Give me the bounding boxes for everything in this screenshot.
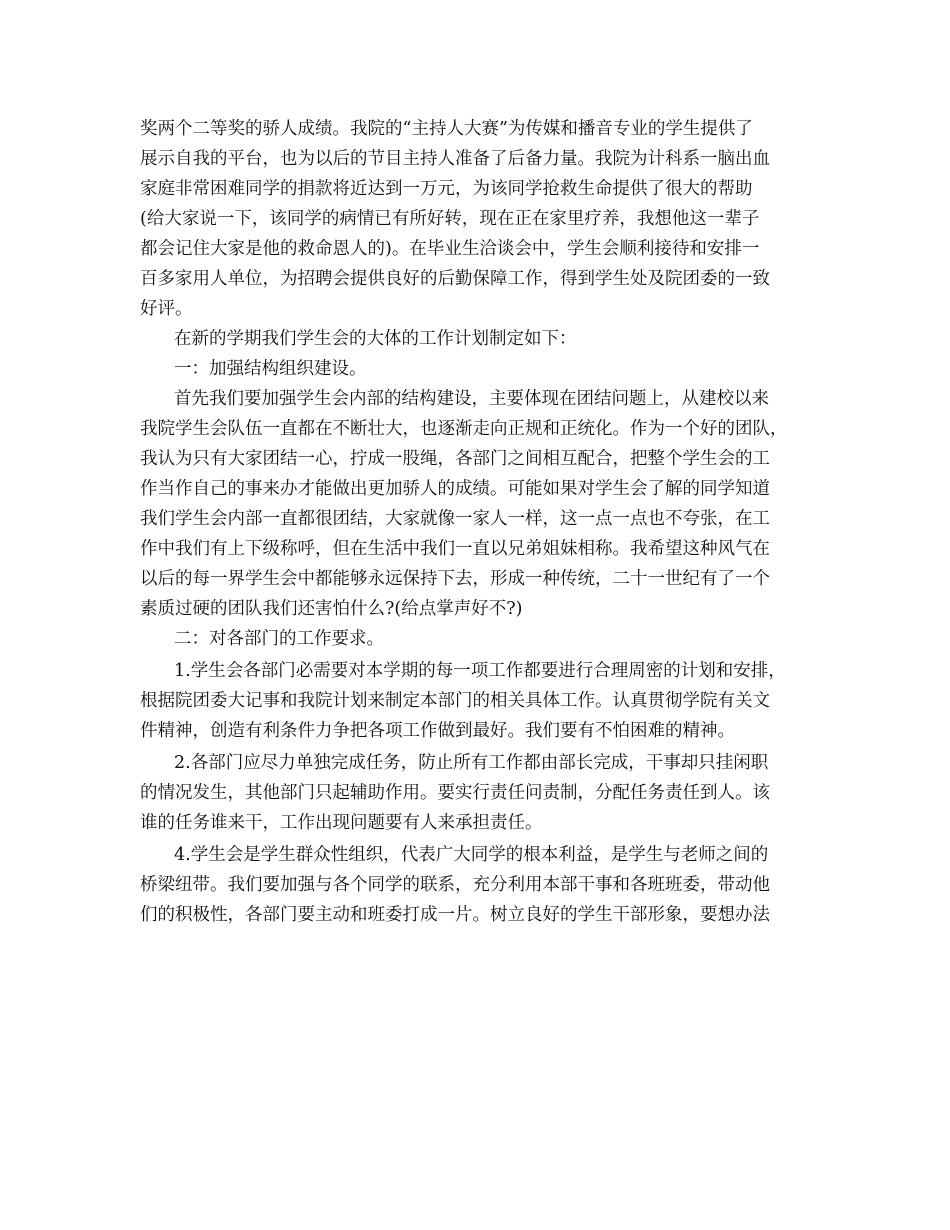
text-line: 在新的学期我们学生会的大体的工作计划制定如下： <box>174 329 577 349</box>
text-line: 1.学生会各部门必需要对本学期的每一项工作都要进行合理周密的计划和安排， <box>174 661 786 681</box>
text-line: 作当作自己的事来办才能做出更加骄人的成绩。可能如果对学生会了解的同学知道 <box>140 479 770 499</box>
text-line: 4.学生会是学生群众性组织，代表广大同学的根本利益，是学生与老师之间的 <box>174 845 769 865</box>
paragraph-item-1 <box>140 656 820 746</box>
text-line: 根据院团委大记事和我院计划来制定本部门的相关具体工作。认真贯彻学院有关文 <box>140 691 770 711</box>
section-heading-requirements <box>140 624 820 654</box>
text-line: (给大家说一下，该同学的病情已有所好转，现在正在家里疗养，我想他这一辈子 <box>140 209 760 229</box>
text-line: 我院学生会队伍一直都在不断壮大，也逐渐走向正规和正统化。作为一个好的团队， <box>140 419 788 439</box>
text-line: 展示自我的平台，也为以后的节目主持人准备了后备力量。我院为计科系一脑出血 <box>140 149 770 169</box>
text-line: 以后的每一界学生会中都能够永远保持下去，形成一种传统，二十一世纪有了一个 <box>140 569 770 589</box>
text-line: 桥梁纽带。我们要加强与各个同学的联系，充分利用本部干事和各班班委，带动他 <box>140 875 770 895</box>
text-line: 百多家用人单位，为招聘会提供良好的后勤保障工作，得到学生处及院团委的一致 <box>140 269 770 289</box>
text-line: 首先我们要加强学生会内部的结构建设，主要体现在团结问题上，从建校以来 <box>174 389 769 409</box>
paragraph-item-4 <box>140 840 820 930</box>
text-line: 好评。 <box>140 299 193 319</box>
text-line: 都会记住大家是他的救命恩人的)。在毕业生洽谈会中，学生会顺利接待和安排一 <box>140 239 760 259</box>
text-line: 我们学生会内部一直都很团结，大家就像一家人一样，这一点一点也不夸张，在工 <box>140 509 770 529</box>
text-line: 奖两个二等奖的骄人成绩。我院的“主持人大赛”为传媒和播音专业的学生提供了 <box>140 119 753 139</box>
paragraph-item-2 <box>140 748 820 838</box>
text-line: 素质过硬的团队我们还害怕什么?(给点掌声好不?) <box>140 599 523 619</box>
text-line: 的情况发生，其他部门只起辅助作用。要实行责任问责制，分配任务责任到人。该 <box>140 783 770 803</box>
paragraph-plan-intro <box>140 324 820 354</box>
text-line: 作中我们有上下级称呼，但在生活中我们一直以兄弟姐妹相称。我希望这种风气在 <box>140 539 770 559</box>
paragraph-structure <box>140 384 820 624</box>
text-line: 2.各部门应尽力单独完成任务，防止所有工作都由部长完成，干事却只挂闲职 <box>174 753 769 773</box>
document-body <box>140 114 820 930</box>
text-line: 们的积极性，各部门要主动和班委打成一片。树立良好的学生干部形象，要想办法 <box>140 905 770 925</box>
text-line: 家庭非常困难同学的捐款将近达到一万元，为该同学抢救生命提供了很大的帮助 <box>140 179 753 199</box>
text-line: 我认为只有大家团结一心，拧成一股绳，各部门之间相互配合，把整个学生会的工 <box>140 449 770 469</box>
section-heading: 二：对各部门的工作要求。 <box>174 629 384 649</box>
section-heading: 一：加强结构组织建设。 <box>174 359 367 379</box>
text-line: 件精神，创造有利条件力争把各项工作做到最好。我们要有不怕困难的精神。 <box>140 721 735 741</box>
section-heading-structure <box>140 354 820 384</box>
paragraph-achievements <box>140 114 820 324</box>
text-line: 谁的任务谁来干，工作出现问题要有人来承担责任。 <box>140 813 543 833</box>
